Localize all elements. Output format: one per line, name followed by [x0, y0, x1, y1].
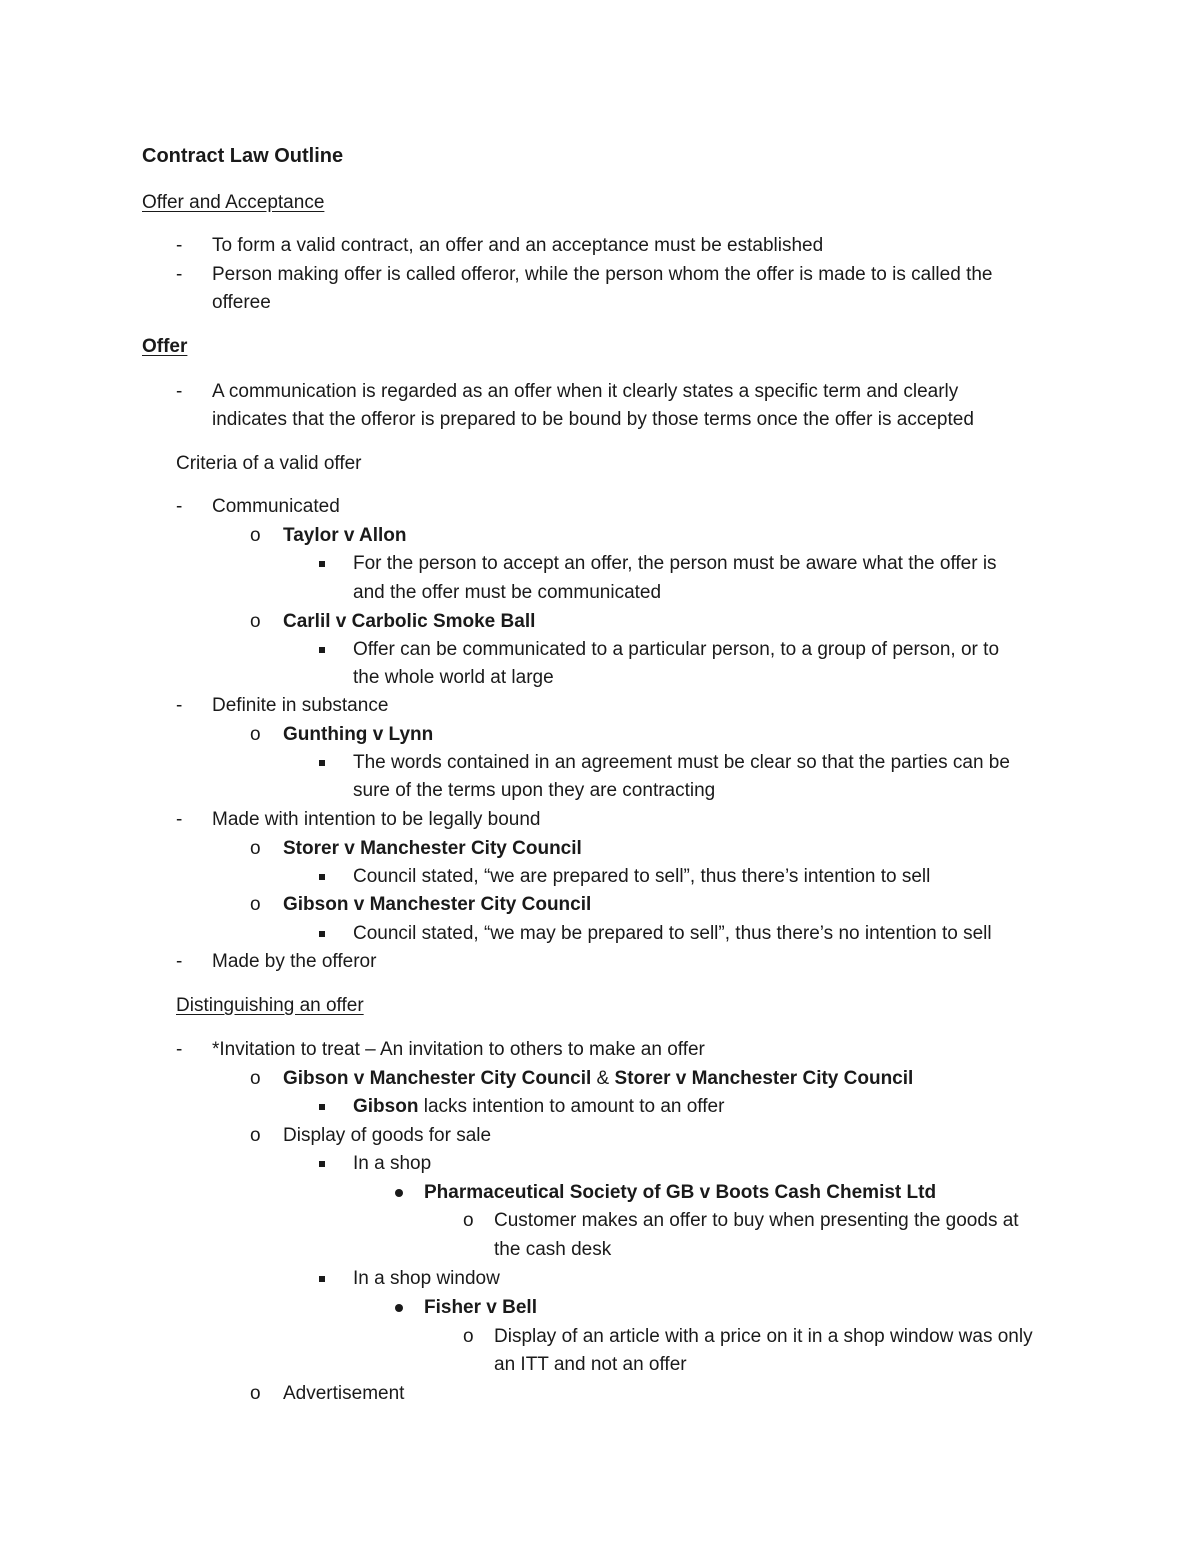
case-note-text: lacks intention to amount to an offer [418, 1096, 725, 1117]
dash-bullet: - [176, 695, 183, 716]
list-item-continuation: indicates that the offeror is prepared to be bound by those terms once the offer is accepted [212, 409, 974, 430]
list-item: Display of goods for sale [283, 1125, 492, 1146]
circle-bullet: o [250, 1383, 261, 1404]
list-item: Definite in substance [212, 695, 389, 716]
ampersand: & [591, 1068, 615, 1089]
case-note: Offer can be communicated to a particular person, to a group of person, or to [353, 639, 1000, 660]
list-item: A communication is regarded as an offer when it clearly states a specific term and clearly [212, 381, 959, 402]
list-item: In a shop window [353, 1268, 500, 1289]
square-bullet [319, 1104, 325, 1110]
case-name: Fisher v Bell [424, 1297, 537, 1318]
round-bullet [395, 1304, 403, 1312]
list-item: Made by the offeror [212, 951, 377, 972]
list-item: Advertisement [283, 1383, 405, 1404]
case-note: For the person to accept an offer, the person must be aware what the offer is [353, 553, 997, 574]
list-item: *Invitation to treat – An invitation to others to make an offer [212, 1039, 705, 1060]
square-bullet [319, 1161, 325, 1167]
case-note [353, 1093, 724, 1121]
case-note: Display of an article with a price on it in a shop window was only [494, 1326, 1033, 1347]
subheading-distinguishing: Distinguishing an offer [176, 995, 364, 1016]
list-item-continuation: offeree [212, 292, 271, 313]
section-heading-offer-acceptance: Offer and Acceptance [142, 192, 325, 213]
case-name: Carlil v Carbolic Smoke Ball [283, 611, 536, 632]
list-item: Made with intention to be legally bound [212, 809, 541, 830]
circle-bullet: o [250, 724, 261, 745]
dash-bullet: - [176, 951, 183, 972]
circle-bullet: o [250, 611, 261, 632]
case-note: Customer makes an offer to buy when presenting the goods at [494, 1210, 1019, 1231]
dash-bullet: - [176, 1039, 183, 1060]
square-bullet [319, 1276, 325, 1282]
case-note-continuation: an ITT and not an offer [494, 1354, 687, 1375]
case-name: Storer v Manchester City Council [283, 838, 582, 859]
case-note-continuation: the whole world at large [353, 667, 554, 688]
circle-bullet: o [250, 838, 261, 859]
case-name: Taylor v Allon [283, 525, 407, 546]
circle-bullet: o [463, 1326, 474, 1347]
circle-bullet: o [463, 1210, 474, 1231]
circle-bullet: o [250, 525, 261, 546]
round-bullet [395, 1189, 403, 1197]
page-title: Contract Law Outline [142, 145, 344, 167]
dash-bullet: - [176, 381, 183, 402]
dash-bullet: - [176, 264, 183, 285]
case-name: Gibson v Manchester City Council [283, 894, 592, 915]
case-name: Gibson v Manchester City Council [283, 1068, 592, 1089]
case-pair [283, 1065, 913, 1093]
case-name: Gibson [353, 1096, 419, 1117]
square-bullet [319, 874, 325, 880]
list-item: To form a valid contract, an offer and an acceptance must be established [212, 235, 824, 256]
circle-bullet: o [250, 1125, 261, 1146]
case-note-continuation: sure of the terms upon they are contracting [353, 780, 716, 801]
dash-bullet: - [176, 809, 183, 830]
list-item: In a shop [353, 1153, 432, 1174]
square-bullet [319, 561, 325, 567]
square-bullet [319, 647, 325, 653]
case-note: Council stated, “we are prepared to sell”, thus there’s intention to sell [353, 866, 931, 887]
case-note: Council stated, “we may be prepared to sell”, thus there’s no intention to sell [353, 923, 992, 944]
case-name: Pharmaceutical Society of GB v Boots Cash Chemist Ltd [424, 1182, 937, 1203]
square-bullet [319, 760, 325, 766]
dash-bullet: - [176, 235, 183, 256]
subheading-criteria: Criteria of a valid offer [176, 453, 362, 474]
case-note-continuation: the cash desk [494, 1239, 612, 1260]
case-note-continuation: and the offer must be communicated [353, 582, 662, 603]
list-item: Person making offer is called offeror, while the person whom the offer is made to is called the [212, 264, 993, 285]
circle-bullet: o [250, 894, 261, 915]
circle-bullet: o [250, 1068, 261, 1089]
section-heading-offer: Offer [142, 336, 188, 357]
case-note: The words contained in an agreement must be clear so that the parties can be [353, 752, 1010, 773]
case-name: Gunthing v Lynn [283, 724, 434, 745]
case-name: Storer v Manchester City Council [614, 1068, 914, 1089]
square-bullet [319, 931, 325, 937]
list-item: Communicated [212, 496, 340, 517]
dash-bullet: - [176, 496, 183, 517]
